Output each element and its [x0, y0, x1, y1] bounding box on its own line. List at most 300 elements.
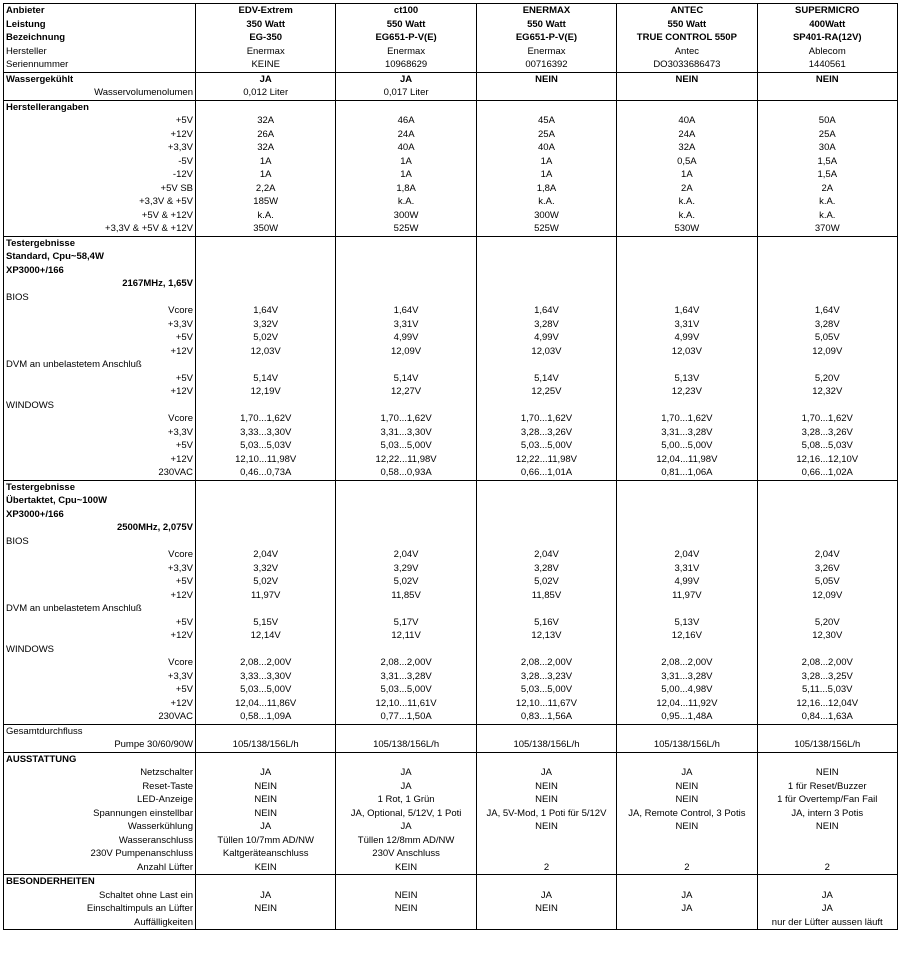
value-cell: 2,08...2,00V: [336, 656, 476, 670]
value-cell: 32A: [196, 114, 336, 128]
table-row: [4, 250, 898, 264]
empty-cell: [196, 291, 336, 305]
row-label: +5V SB: [160, 182, 193, 194]
value-cell: JA: [476, 889, 616, 903]
empty-cell: [196, 358, 336, 372]
empty-cell: [336, 752, 476, 766]
value-cell: 5,14V: [476, 372, 616, 386]
value-cell: 4,99V: [476, 331, 616, 345]
value-cell: 0,46...0,73A: [196, 466, 336, 480]
value-cell: 12,04...11,86V: [196, 697, 336, 711]
value-cell: [757, 834, 897, 848]
row-label: -12V: [172, 169, 193, 180]
value-cell: 105/138/156L/h: [336, 738, 476, 752]
header-cell: SP401-RA(12V): [757, 31, 897, 45]
value-cell: 525W: [336, 222, 476, 236]
value-cell: 5,02V: [196, 331, 336, 345]
value-cell: JA: [617, 902, 757, 916]
value-cell: 3,29V: [336, 562, 476, 576]
value-cell: 1,70...1,62V: [757, 412, 897, 426]
table-row: [4, 100, 898, 114]
value-cell: 1,64V: [757, 304, 897, 318]
value-cell: 11,85V: [336, 589, 476, 603]
value-cell: [196, 916, 336, 930]
table-row: [4, 18, 898, 32]
value-cell: 12,23V: [617, 385, 757, 399]
table-row: [4, 616, 898, 630]
value-cell: NEIN: [196, 902, 336, 916]
empty-cell: [617, 277, 757, 291]
table-row: [4, 656, 898, 670]
value-cell: 12,22...11,98V: [336, 453, 476, 467]
value-cell: 24A: [617, 128, 757, 142]
value-cell: 5,00...5,00V: [617, 439, 757, 453]
value-cell: 300W: [336, 209, 476, 223]
empty-cell: [476, 100, 616, 114]
table-row: [4, 128, 898, 142]
value-cell: 105/138/156L/h: [617, 738, 757, 752]
value-cell: 5,16V: [476, 616, 616, 630]
section-title: Testergebnisse: [4, 480, 196, 494]
empty-cell: [757, 602, 897, 616]
value-cell: [757, 847, 897, 861]
value-cell: 300W: [476, 209, 616, 223]
empty-cell: [757, 291, 897, 305]
row-label: Wasservolumenolumen: [94, 87, 193, 98]
value-cell: 1A: [196, 168, 336, 182]
value-cell: 24A: [336, 128, 476, 142]
header-cell: Enermax: [476, 45, 616, 59]
value-cell: NEIN: [476, 820, 616, 834]
value-cell: 2,08...2,00V: [196, 656, 336, 670]
empty-cell: [476, 643, 616, 657]
row-label: +5V: [175, 684, 193, 695]
empty-cell: [196, 399, 336, 413]
table-row: [4, 548, 898, 562]
value-cell: 12,19V: [196, 385, 336, 399]
value-cell: 5,03...5,00V: [476, 439, 616, 453]
value-cell: 0,58...0,93A: [336, 466, 476, 480]
header-cell: 350 Watt: [196, 18, 336, 32]
header-cell: Enermax: [196, 45, 336, 59]
value-cell: 12,03V: [617, 345, 757, 359]
value-cell: nur der Lüfter aussen läuft: [757, 916, 897, 930]
header-cell: 550 Watt: [336, 18, 476, 32]
value-cell: 5,02V: [476, 575, 616, 589]
empty-cell: [617, 494, 757, 508]
value-cell: 12,10...11,61V: [336, 697, 476, 711]
value-cell: 5,05V: [757, 331, 897, 345]
value-cell: 5,05V: [757, 575, 897, 589]
table-row: [4, 494, 898, 508]
row-label: +3,3V: [167, 670, 193, 682]
value-cell: NEIN: [757, 72, 897, 86]
value-cell: 1,70...1,62V: [617, 412, 757, 426]
value-cell: 1,70...1,62V: [336, 412, 476, 426]
table-row: [4, 399, 898, 413]
value-cell: NEIN: [617, 72, 757, 86]
row-label: Pumpe 30/60/90W: [114, 739, 193, 750]
row-label: +3,3V: [167, 562, 193, 574]
empty-cell: [476, 250, 616, 264]
table-row: [4, 766, 898, 780]
empty-cell: [196, 100, 336, 114]
row-label: +12V: [170, 697, 193, 709]
empty-cell: [476, 508, 616, 522]
table-row: [4, 222, 898, 236]
value-cell: JA: [196, 766, 336, 780]
empty-cell: [757, 399, 897, 413]
value-cell: NEIN: [336, 889, 476, 903]
value-cell: 12,09V: [757, 345, 897, 359]
row-label: Spannungen einstellbar: [93, 807, 193, 819]
value-cell: JA: [336, 766, 476, 780]
table-row: [4, 793, 898, 807]
value-cell: 25A: [757, 128, 897, 142]
value-cell: NEIN: [757, 766, 897, 780]
row-label: Wasserkühlung: [127, 821, 193, 832]
header-cell: ENERMAX: [476, 4, 616, 18]
value-cell: 0,95...1,48A: [617, 710, 757, 724]
table-row: [4, 834, 898, 848]
value-cell: k.A.: [757, 209, 897, 223]
value-cell: 5,17V: [336, 616, 476, 630]
row-label: Reset-Taste: [142, 780, 193, 792]
group-label: DVM an unbelastetem Anschluß: [6, 603, 142, 614]
table-row: [4, 738, 898, 752]
empty-cell: [196, 643, 336, 657]
empty-cell: [336, 602, 476, 616]
value-cell: 1,5A: [757, 168, 897, 182]
value-cell: NEIN: [196, 793, 336, 807]
table-row: [4, 861, 898, 875]
value-cell: JA: [196, 820, 336, 834]
value-cell: 0,66...1,02A: [757, 466, 897, 480]
empty-cell: [196, 875, 336, 889]
header-cell: TRUE CONTROL 550P: [617, 31, 757, 45]
value-cell: JA: [617, 766, 757, 780]
value-cell: 1 für Reset/Buzzer: [757, 780, 897, 794]
value-cell: [476, 916, 616, 930]
value-cell: 0,66...1,01A: [476, 466, 616, 480]
value-cell: JA: [336, 780, 476, 794]
empty-cell: [757, 480, 897, 494]
table-row: [4, 875, 898, 889]
value-cell: 1,64V: [336, 304, 476, 318]
empty-cell: [757, 508, 897, 522]
value-cell: 1,70...1,62V: [196, 412, 336, 426]
table-row: [4, 291, 898, 305]
row-label: 230VAC: [158, 467, 193, 478]
value-cell: 1A: [336, 168, 476, 182]
value-cell: 3,32V: [196, 562, 336, 576]
row-label: LED-Anzeige: [137, 794, 193, 805]
header-cell: Enermax: [336, 45, 476, 59]
table-row: [4, 916, 898, 930]
empty-cell: [196, 752, 336, 766]
row-label: Hersteller: [6, 45, 47, 57]
value-cell: 3,28...3,23V: [476, 670, 616, 684]
empty-cell: [336, 100, 476, 114]
section-title: BESONDERHEITEN: [4, 875, 196, 889]
table-row: [4, 697, 898, 711]
row-label: +12V: [170, 453, 193, 465]
table-row: [4, 31, 898, 45]
row-label: Netzschalter: [140, 767, 193, 778]
empty-cell: [336, 535, 476, 549]
header-cell: 1440561: [757, 58, 897, 72]
table-row: [4, 141, 898, 155]
value-cell: 0,5A: [617, 155, 757, 169]
row-label: +3,3V: [167, 426, 193, 438]
value-cell: 5,00...4,98V: [617, 683, 757, 697]
value-cell: JA: [336, 72, 476, 86]
value-cell: 5,02V: [196, 575, 336, 589]
header-cell: Antec: [617, 45, 757, 59]
empty-cell: [617, 236, 757, 250]
value-cell: 12,04...11,92V: [617, 697, 757, 711]
header-cell: EDV-Extrem: [196, 4, 336, 18]
row-label: +3,3V: [167, 142, 193, 153]
value-cell: k.A.: [617, 195, 757, 209]
empty-cell: [757, 100, 897, 114]
header-cell: 00716392: [476, 58, 616, 72]
empty-cell: [336, 480, 476, 494]
row-label: Vcore: [168, 657, 193, 668]
empty-cell: [617, 399, 757, 413]
empty-cell: [617, 250, 757, 264]
table-row: [4, 683, 898, 697]
value-cell: JA: [757, 902, 897, 916]
value-cell: KEIN: [196, 861, 336, 875]
value-cell: 40A: [617, 114, 757, 128]
table-row: [4, 480, 898, 494]
value-cell: 0,77...1,50A: [336, 710, 476, 724]
value-cell: 185W: [196, 195, 336, 209]
table-row: [4, 114, 898, 128]
empty-cell: [757, 535, 897, 549]
table-row: [4, 752, 898, 766]
value-cell: 5,13V: [617, 616, 757, 630]
value-cell: 105/138/156L/h: [196, 738, 336, 752]
value-cell: 40A: [476, 141, 616, 155]
value-cell: 46A: [336, 114, 476, 128]
table-row: [4, 358, 898, 372]
value-cell: k.A.: [196, 209, 336, 223]
header-cell: SUPERMICRO: [757, 4, 897, 18]
value-cell: JA: [757, 889, 897, 903]
value-cell: 12,30V: [757, 629, 897, 643]
empty-cell: [757, 521, 897, 535]
empty-cell: [196, 480, 336, 494]
empty-cell: [617, 291, 757, 305]
table-row: [4, 385, 898, 399]
table-row: [4, 236, 898, 250]
row-label: +5V: [175, 332, 193, 343]
empty-cell: [336, 399, 476, 413]
value-cell: Kaltgeräteanschluss: [196, 847, 336, 861]
section-title: Standard, Cpu~58,4W: [6, 251, 104, 262]
row-label: +12V: [170, 345, 193, 357]
value-cell: 5,14V: [196, 372, 336, 386]
header-cell: 10968629: [336, 58, 476, 72]
section-title: Übertaktet, Cpu~100W: [6, 495, 108, 506]
empty-cell: [476, 602, 616, 616]
empty-cell: [757, 875, 897, 889]
value-cell: 12,11V: [336, 629, 476, 643]
empty-cell: [196, 535, 336, 549]
value-cell: 12,13V: [476, 629, 616, 643]
value-cell: 5,02V: [336, 575, 476, 589]
value-cell: k.A.: [617, 209, 757, 223]
value-cell: 1 Rot, 1 Grün: [336, 793, 476, 807]
value-cell: 1A: [476, 168, 616, 182]
psu-comparison-table: [3, 3, 898, 930]
table-row: [4, 780, 898, 794]
group-label: DVM an unbelastetem Anschluß: [6, 359, 142, 370]
value-cell: 1,70...1,62V: [476, 412, 616, 426]
empty-cell: [196, 494, 336, 508]
section-title: Testergebnisse: [4, 236, 196, 250]
value-cell: KEIN: [336, 861, 476, 875]
header-cell: ct100: [336, 4, 476, 18]
value-cell: 12,10...11,67V: [476, 697, 616, 711]
value-cell: 3,28...3,26V: [757, 426, 897, 440]
table-row: [4, 889, 898, 903]
table-body: [4, 4, 898, 930]
value-cell: 50A: [757, 114, 897, 128]
value-cell: NEIN: [476, 902, 616, 916]
row-label: +3,3V & +5V & +12V: [105, 223, 193, 234]
value-cell: 1A: [336, 155, 476, 169]
table-row: [4, 345, 898, 359]
value-cell: 0,83...1,56A: [476, 710, 616, 724]
empty-cell: [336, 250, 476, 264]
group-label: BIOS: [6, 291, 29, 303]
empty-cell: [476, 358, 616, 372]
header-cell: Ablecom: [757, 45, 897, 59]
value-cell: [617, 916, 757, 930]
value-cell: 530W: [617, 222, 757, 236]
value-cell: k.A.: [336, 195, 476, 209]
row-label: Einschaltimpuls an Lüfter: [86, 903, 193, 914]
value-cell: 4,99V: [617, 331, 757, 345]
value-cell: 2,04V: [476, 548, 616, 562]
row-label: 230VAC: [158, 711, 193, 722]
empty-cell: [757, 264, 897, 278]
value-cell: 5,20V: [757, 372, 897, 386]
value-cell: 5,20V: [757, 616, 897, 630]
row-label: Wasseranschluss: [118, 834, 193, 846]
empty-cell: [336, 875, 476, 889]
value-cell: 3,31V: [617, 318, 757, 332]
empty-cell: [336, 358, 476, 372]
value-cell: 3,28V: [476, 318, 616, 332]
table-row: [4, 453, 898, 467]
row-label: 230V Pumpenanschluss: [90, 848, 193, 859]
table-row: [4, 209, 898, 223]
value-cell: 25A: [476, 128, 616, 142]
row-label: Schaltet ohne Last ein: [98, 889, 193, 901]
empty-cell: [476, 752, 616, 766]
value-cell: 1,64V: [196, 304, 336, 318]
value-cell: 5,03...5,03V: [196, 439, 336, 453]
value-cell: JA, 5V-Mod, 1 Poti für 5/12V: [476, 807, 616, 821]
table-row: [4, 562, 898, 576]
empty-cell: [617, 358, 757, 372]
value-cell: JA, intern 3 Potis: [757, 807, 897, 821]
empty-cell: [336, 291, 476, 305]
table-row: [4, 521, 898, 535]
value-cell: 1A: [617, 168, 757, 182]
empty-cell: [757, 358, 897, 372]
value-cell: 0,012 Liter: [196, 86, 336, 100]
value-cell: 0,017 Liter: [336, 86, 476, 100]
empty-cell: [196, 250, 336, 264]
value-cell: 2: [617, 861, 757, 875]
value-cell: 3,28...3,26V: [476, 426, 616, 440]
table-row: [4, 724, 898, 738]
value-cell: 32A: [617, 141, 757, 155]
row-label: +5V: [175, 576, 193, 587]
value-cell: [476, 834, 616, 848]
value-cell: 2: [757, 861, 897, 875]
table-row: [4, 426, 898, 440]
empty-cell: [336, 236, 476, 250]
table-row: [4, 670, 898, 684]
empty-cell: [336, 724, 476, 738]
value-cell: [336, 916, 476, 930]
header-cell: ANTEC: [617, 4, 757, 18]
value-cell: 2,04V: [336, 548, 476, 562]
value-cell: NEIN: [476, 793, 616, 807]
value-cell: NEIN: [617, 820, 757, 834]
row-label: +5V: [175, 440, 193, 451]
value-cell: JA: [476, 766, 616, 780]
table-row: [4, 412, 898, 426]
header-cell: EG-350: [196, 31, 336, 45]
value-cell: 5,14V: [336, 372, 476, 386]
header-cell: 550 Watt: [617, 18, 757, 32]
value-cell: 12,22...11,98V: [476, 453, 616, 467]
section-title: Herstellerangaben: [4, 100, 196, 114]
empty-cell: [617, 521, 757, 535]
value-cell: 5,03...5,00V: [196, 683, 336, 697]
spreadsheet: [3, 3, 898, 930]
table-row: [4, 508, 898, 522]
value-cell: 5,08...5,03V: [757, 439, 897, 453]
section-title: Wassergekühlt: [4, 72, 196, 86]
value-cell: [476, 86, 616, 100]
value-cell: 12,16...12,04V: [757, 697, 897, 711]
value-cell: 2: [476, 861, 616, 875]
empty-cell: [336, 264, 476, 278]
value-cell: Tüllen 10/7mm AD/NW: [196, 834, 336, 848]
value-cell: 5,15V: [196, 616, 336, 630]
value-cell: 230V Anschluss: [336, 847, 476, 861]
row-label: Seriennummer: [6, 59, 69, 70]
row-label: Auffälligkeiten: [134, 916, 193, 928]
row-label: +12V: [170, 386, 193, 397]
value-cell: 1A: [476, 155, 616, 169]
value-cell: 105/138/156L/h: [476, 738, 616, 752]
empty-cell: [617, 535, 757, 549]
clock-label: 2167MHz, 1,65V: [122, 278, 193, 289]
value-cell: 12,25V: [476, 385, 616, 399]
value-cell: 12,03V: [476, 345, 616, 359]
group-label: WINDOWS: [6, 643, 55, 655]
value-cell: Tüllen 12/8mm AD/NW: [336, 834, 476, 848]
